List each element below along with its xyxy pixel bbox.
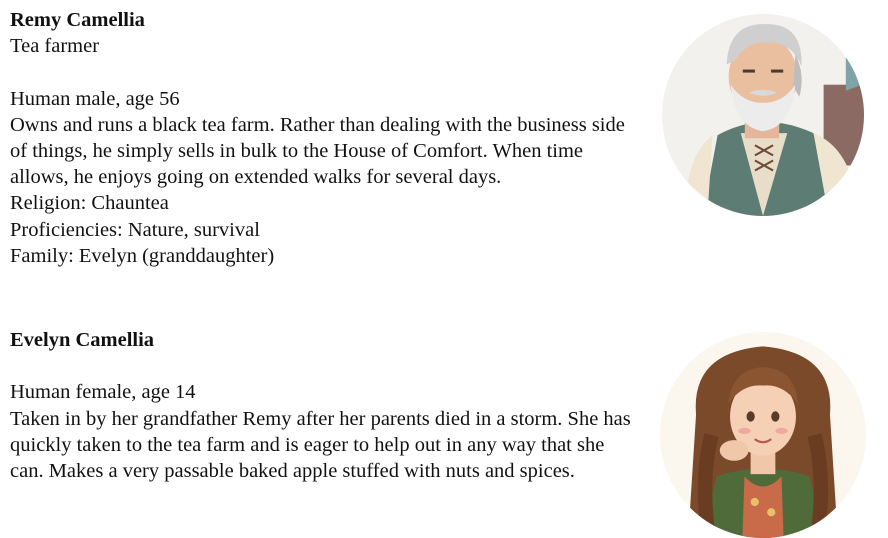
character-race-age: Human female, age 14	[10, 381, 196, 404]
character-name: Remy Camellia	[10, 9, 145, 31]
character-religion: Religion: Chauntea	[10, 192, 169, 215]
spacer	[10, 59, 640, 85]
character-proficiencies: Proficiencies: Nature, survival	[10, 218, 260, 241]
character-family: Family: Evelyn (granddaughter)	[10, 244, 275, 267]
character-description: Owns and runs a black tea farm. Rather than dealing with the business side of things, he simply sells in bulk to the House of Comfort. When time allows, he enjoys going on extended walks for several days.	[10, 113, 625, 189]
character-name: Evelyn Camellia	[10, 329, 155, 351]
character-description: Taken in by her grandfather Remy after her parents died in a storm. She has quickly taken to the tea farm and is eager to help out in any way that she can. Makes a very passable baked apple stuffed with nuts and spices.	[10, 407, 631, 482]
young-girl-portrait-icon	[660, 332, 866, 538]
spacer	[10, 353, 640, 379]
character-race-age: Human male, age 56	[10, 87, 180, 110]
character-entry-evelyn	[10, 327, 640, 484]
character-title: Tea farmer	[10, 35, 100, 58]
elderly-man-portrait-icon	[662, 14, 864, 216]
character-entry-remy	[10, 7, 640, 269]
